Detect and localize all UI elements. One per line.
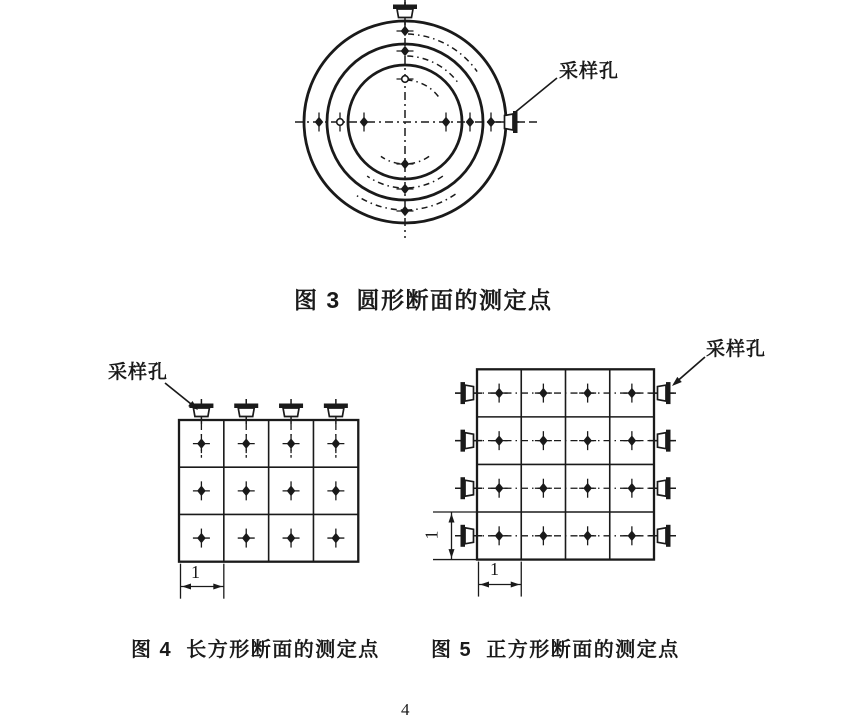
- measurement-point: [401, 184, 410, 195]
- figure5-square-section: [433, 357, 705, 597]
- figure4-caption: 图 4 长方形断面的测定点: [131, 639, 380, 661]
- figure3-caption: 图 3 圆形断面的测定点: [294, 287, 553, 313]
- ring-arc: [406, 80, 439, 98]
- page-number: 4: [401, 700, 410, 719]
- measurement-point: [242, 486, 251, 497]
- measurement-point: [332, 486, 341, 497]
- measurement-point: [332, 438, 341, 449]
- dimension: [181, 564, 224, 599]
- measurement-point: [401, 159, 410, 170]
- leader-line: [513, 78, 557, 114]
- arrowhead: [480, 582, 489, 588]
- measurement-point: [197, 486, 206, 497]
- figure5-caption: 图 5 正方形断面的测定点: [431, 639, 680, 661]
- measurement-point: [442, 117, 451, 128]
- measurement-point: [401, 46, 410, 57]
- arrowhead: [213, 584, 222, 590]
- figure4-sampling-port-label: 采样孔: [108, 362, 169, 383]
- figure5-dimension-label-bottom: 1: [490, 559, 499, 579]
- arrowhead: [511, 582, 520, 588]
- figure3-sampling-port-label: 采样孔: [559, 61, 620, 82]
- measurement-point: [466, 117, 475, 128]
- measurement-point-open: [402, 76, 409, 83]
- figure4-dimension-label: 1: [191, 562, 200, 582]
- measurement-point: [360, 117, 369, 128]
- figure5-dimension-label-left: 1: [421, 530, 442, 540]
- measurement-point: [487, 117, 496, 128]
- measurement-point: [332, 533, 341, 544]
- dimension-bottom: [479, 559, 522, 597]
- measurement-point: [242, 438, 251, 449]
- arrowhead: [182, 584, 191, 590]
- measurement-point: [287, 438, 296, 449]
- arrowhead: [449, 514, 455, 523]
- figure5-sampling-port-label: 采样孔: [706, 339, 767, 360]
- measurement-point: [287, 533, 296, 544]
- measurement-point: [401, 26, 410, 37]
- arrowhead: [449, 549, 455, 558]
- measurement-point: [242, 533, 251, 544]
- measurement-point: [315, 117, 324, 128]
- measurement-point: [197, 438, 206, 449]
- sampling-port-icon: [496, 111, 523, 133]
- measurement-point-open: [337, 119, 344, 126]
- measurement-point: [197, 533, 206, 544]
- measurement-point: [287, 486, 296, 497]
- figure3-circular-section: [295, 0, 557, 238]
- measurement-point: [401, 206, 410, 217]
